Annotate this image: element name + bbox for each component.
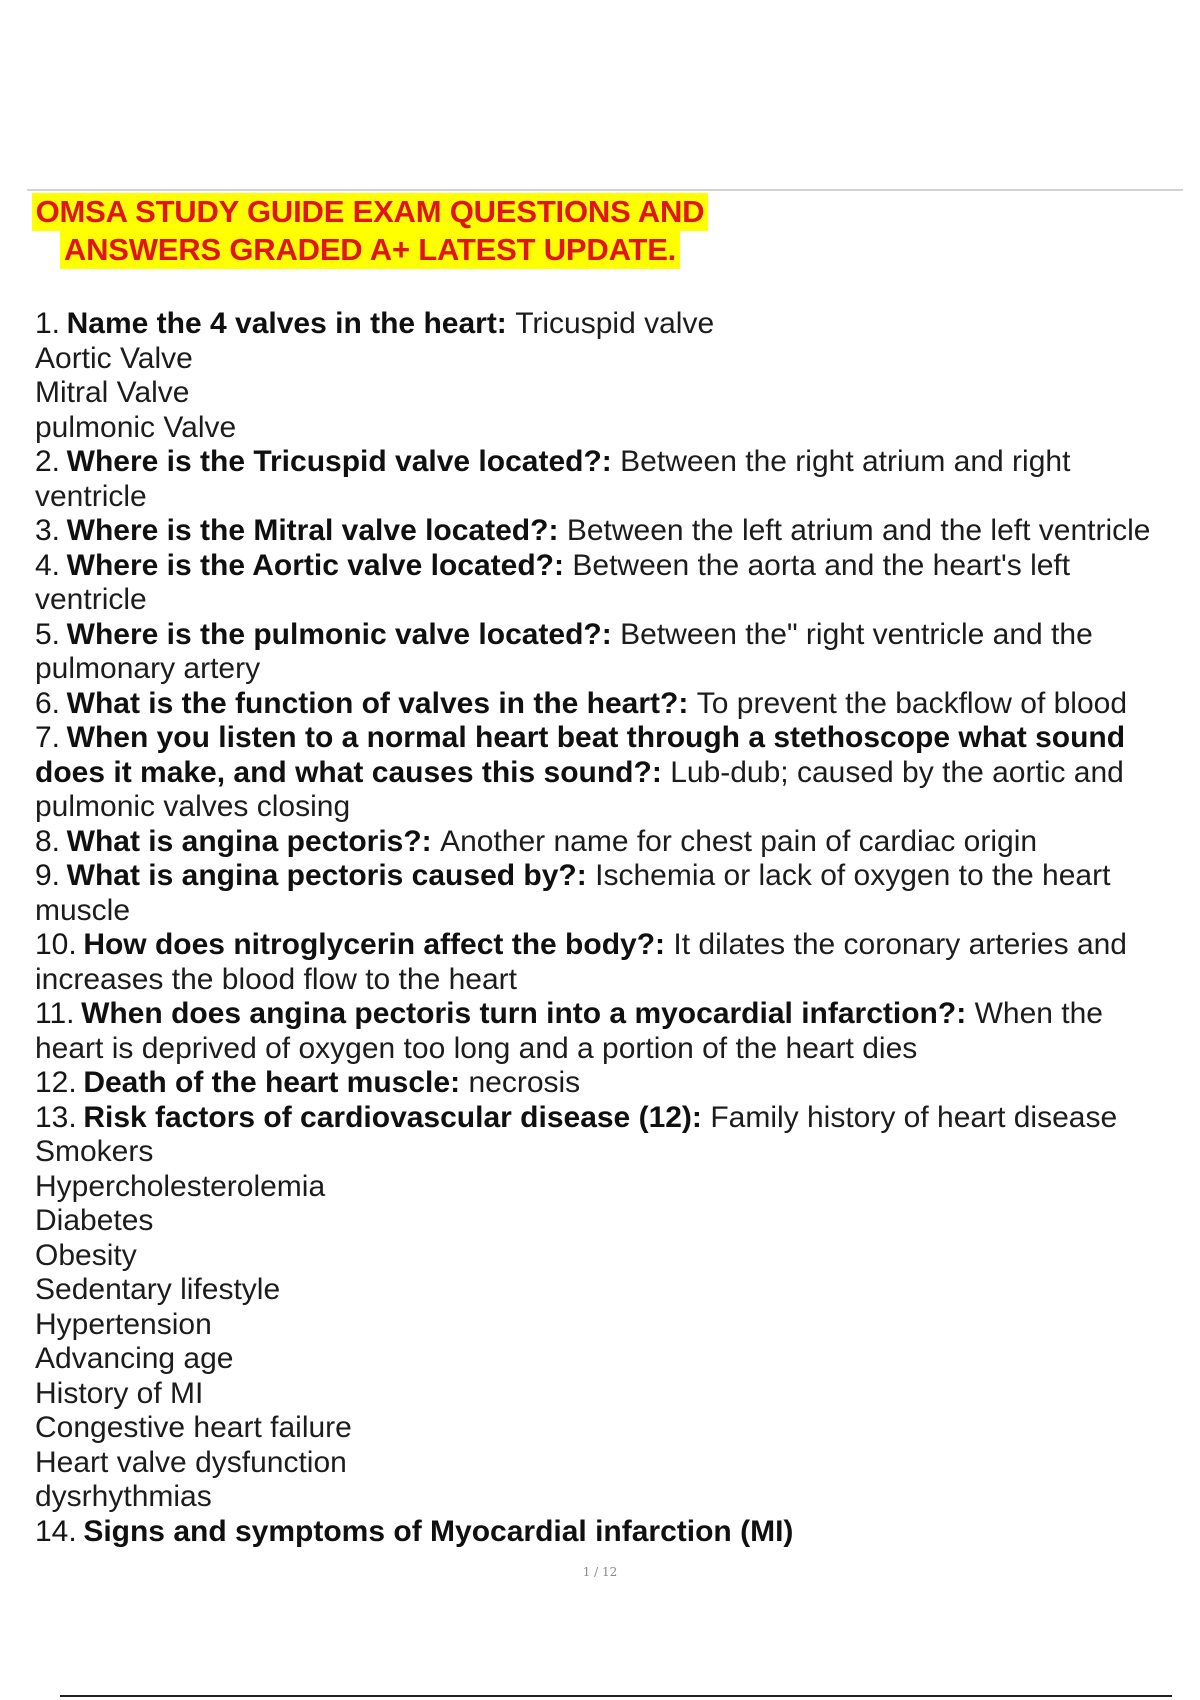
answer-text: Tricuspid valve: [515, 307, 715, 340]
qa-line: [35, 342, 1185, 377]
qa-line: [35, 1342, 1185, 1377]
qa-item: [35, 1515, 1185, 1550]
qa-line: [35, 1135, 1185, 1170]
answer-text: Between the right atrium and right: [620, 445, 1071, 478]
question-text: does it make, and what causes this sound?:: [35, 755, 662, 789]
qa-line: [35, 652, 1185, 687]
question-number: 5.: [35, 617, 61, 651]
qa-line: [35, 376, 1185, 411]
qa-item: [35, 1066, 1185, 1101]
answer-text: ventricle: [35, 479, 147, 513]
qa-line: [35, 859, 1185, 894]
question-text: Signs and symptoms of Myocardial infarction (MI): [83, 1514, 794, 1548]
answer-text: Heart valve dysfunction: [35, 1445, 347, 1479]
qa-item: [35, 549, 1185, 618]
question-text: Risk factors of cardiovascular disease (12):: [83, 1100, 702, 1134]
qa-line: [35, 1515, 1185, 1550]
question-number: 1.: [35, 307, 61, 340]
answer-text: Hypertension: [35, 1307, 212, 1341]
question-number: 10.: [35, 928, 77, 961]
question-number: 12.: [35, 1066, 77, 1099]
qa-line: [35, 1480, 1185, 1515]
answer-text: dysrhythmias: [35, 1480, 212, 1513]
qa-line: [35, 1101, 1185, 1136]
answer-text: pulmonic Valve: [35, 410, 237, 444]
qa-line: [35, 549, 1185, 584]
answer-text: Hypercholesterolemia: [35, 1169, 326, 1203]
qa-item: [35, 825, 1185, 860]
qa-line: [35, 445, 1185, 480]
question-text: Name the 4 valves in the heart:: [66, 307, 507, 340]
qa-line: [35, 894, 1185, 929]
question-text: Where is the Aortic valve located?:: [66, 548, 564, 582]
qa-line: [35, 721, 1185, 756]
question-text: When you listen to a normal heart beat through a stethoscope what sound: [66, 721, 1126, 754]
answer-text: It dilates the coronary arteries and: [673, 928, 1127, 961]
question-number: 8.: [35, 824, 61, 858]
answer-text: muscle: [35, 893, 131, 927]
qa-item: [35, 307, 1185, 445]
answer-text: Diabetes: [35, 1204, 154, 1237]
question-text: Where is the Mitral valve located?:: [66, 514, 559, 547]
question-number: 7.: [35, 721, 61, 754]
qa-line: [35, 1032, 1185, 1067]
answer-text: Mitral Valve: [35, 376, 190, 409]
question-number: 4.: [35, 548, 61, 582]
qa-line: [35, 514, 1185, 549]
qa-line: [35, 825, 1185, 860]
qa-line: [35, 1239, 1185, 1274]
qa-line: [35, 618, 1185, 653]
answer-text: necrosis: [468, 1066, 581, 1099]
qa-item: [35, 859, 1185, 928]
answer-text: Between the" right ventricle and the: [620, 617, 1093, 651]
top-rule: [27, 189, 1183, 191]
qa-line: [35, 1308, 1185, 1343]
title-line: [24, 193, 716, 231]
qa-line: [35, 756, 1185, 791]
question-number: 13.: [35, 1100, 77, 1134]
answer-text: pulmonary artery: [35, 652, 261, 685]
qa-item: [35, 721, 1185, 825]
qa-item: [35, 1101, 1185, 1515]
answer-text: Between the aorta and the heart's left: [572, 548, 1071, 582]
qa-line: [35, 997, 1185, 1032]
document-title: [24, 193, 716, 269]
qa-item: [35, 687, 1185, 722]
qa-item: [35, 997, 1185, 1066]
answer-text: Between the left atrium and the left ventricle: [566, 514, 1151, 547]
answer-text: Advancing age: [35, 1342, 234, 1375]
page-number: 1 / 12: [582, 1565, 618, 1579]
qa-line: [35, 1170, 1185, 1205]
qa-line: [35, 583, 1185, 618]
qa-line: [35, 928, 1185, 963]
question-number: 11.: [35, 997, 75, 1030]
qa-line: [35, 1446, 1185, 1481]
answer-text: Sedentary lifestyle: [35, 1273, 281, 1306]
question-number: 6.: [35, 686, 61, 720]
answer-text: Ischemia or lack of oxygen to the heart: [595, 859, 1111, 892]
qa-line: [35, 1204, 1185, 1239]
answer-text: Smokers: [35, 1135, 154, 1168]
question-text: What is the function of valves in the heart?:: [66, 686, 689, 720]
qa-line: [35, 687, 1185, 722]
answer-text: Lub-dub; caused by the aortic and: [670, 755, 1124, 789]
qa-line: [35, 1066, 1185, 1101]
question-number: 9.: [35, 859, 61, 892]
answer-text: To prevent the backflow of blood: [696, 686, 1128, 720]
answer-text: pulmonic valves closing: [35, 790, 351, 823]
question-text: What is angina pectoris caused by?:: [66, 859, 587, 892]
bottom-rule: [60, 1695, 1172, 1697]
question-text: When does angina pectoris turn into a myocardial infarction?:: [81, 997, 967, 1030]
answer-text: Family history of heart disease: [710, 1100, 1118, 1134]
qa-line: [35, 480, 1185, 515]
qa-line: [35, 1273, 1185, 1308]
answer-text: heart is deprived of oxygen too long and a portion of the heart dies: [35, 1031, 918, 1065]
answer-text: When the: [974, 997, 1103, 1030]
answer-text: Congestive heart failure: [35, 1411, 352, 1444]
answer-text: Another name for chest pain of cardiac origin: [440, 824, 1038, 858]
answer-text: History of MI: [35, 1376, 204, 1410]
qa-item: [35, 928, 1185, 997]
title-line: [24, 231, 716, 269]
qa-item: [35, 618, 1185, 687]
question-text: Where is the Tricuspid valve located?:: [66, 445, 612, 478]
question-number: 14.: [35, 1514, 77, 1548]
question-text: How does nitroglycerin affect the body?:: [83, 928, 666, 961]
qa-line: [35, 411, 1185, 446]
qa-list: [35, 307, 1185, 1549]
question-text: Death of the heart muscle:: [83, 1066, 461, 1099]
qa-line: [35, 1377, 1185, 1412]
title-text: ANSWERS GRADED A+ LATEST UPDATE.: [60, 231, 680, 269]
question-text: What is angina pectoris?:: [66, 824, 432, 858]
question-number: 2.: [35, 445, 61, 478]
title-text: OMSA STUDY GUIDE EXAM QUESTIONS AND: [32, 193, 709, 231]
qa-line: [35, 307, 1185, 342]
qa-item: [35, 445, 1185, 514]
answer-text: Obesity: [35, 1238, 137, 1272]
question-number: 3.: [35, 514, 61, 547]
answer-text: Aortic Valve: [35, 341, 193, 375]
qa-item: [35, 514, 1185, 549]
answer-text: ventricle: [35, 583, 147, 616]
qa-line: [35, 963, 1185, 998]
question-text: Where is the pulmonic valve located?:: [66, 617, 612, 651]
qa-line: [35, 1411, 1185, 1446]
answer-text: increases the blood flow to the heart: [35, 962, 517, 996]
qa-line: [35, 790, 1185, 825]
